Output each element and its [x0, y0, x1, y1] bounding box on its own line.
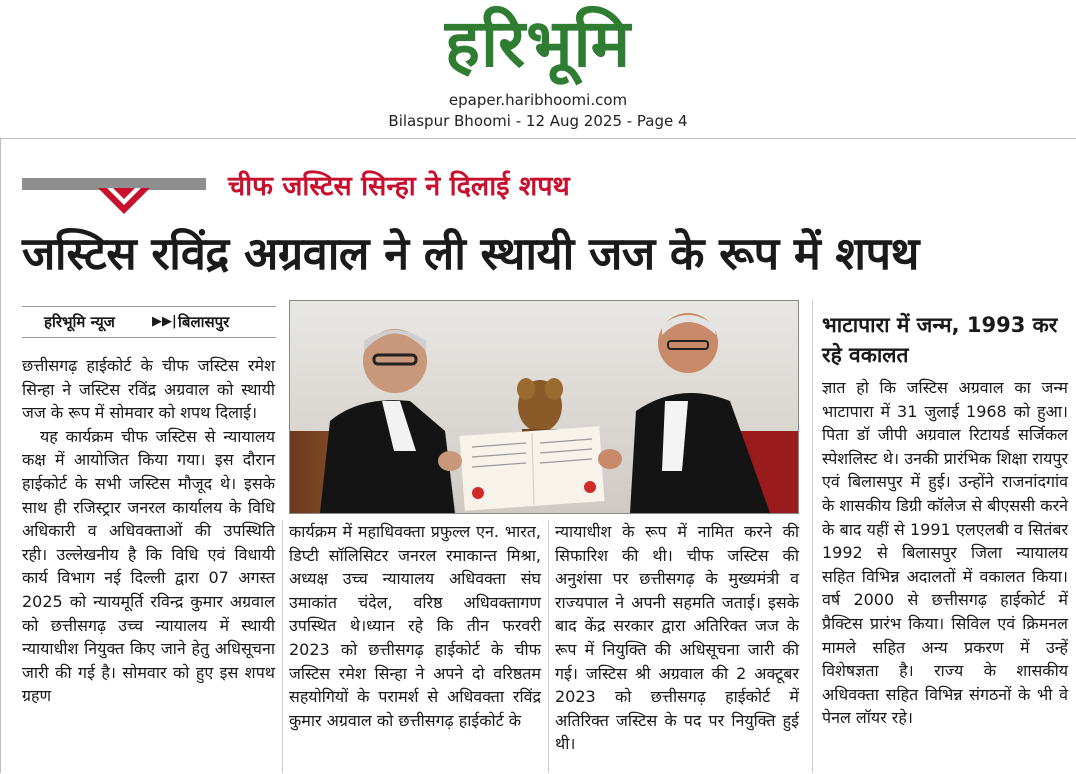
swearing-in-photo[interactable]: [289, 300, 799, 514]
chevron-down-icon: [98, 188, 150, 222]
masthead: [0, 0, 1076, 134]
byline-source: हरिभूमि न्यूज: [44, 313, 115, 331]
main-headline: जस्टिस रविंद्र अग्रवाल ने ली स्थायी जज के रूप में शपथ: [22, 227, 919, 280]
sidebar-heading: भाटापारा में जन्म, 1993 कर रहे वकालत: [822, 313, 1058, 367]
article-paragraph: न्यायाधीश के रूप में नामित करने की सिफारिश की थी। चीफ जस्टिस की अनुशंसा पर छत्तीसगढ़ के मुख्यमंत्री व राज्यपाल ने अपनी सहमति जताई। इसके बाद केंद्र सरकार द्वारा अतिरिक्त जज के रूप में नियुक्ति की अधिसूचना जारी की गई। जस्टिस श्री अग्रवाल की 2 अक्टूबर 2023 को छत्तीसगढ़ हाईकोर्ट में अतिरिक्त जस्टिस के पद पर नियुक्ति हुई थी।: [555, 522, 799, 754]
kicker-headline: चीफ जस्टिस सिन्हा ने दिलाई शपथ: [228, 171, 570, 202]
fast-forward-icon: ▶▶|: [152, 314, 177, 329]
byline: [22, 306, 276, 338]
column-divider: [282, 520, 283, 773]
newspaper-logo[interactable]: हरिभूमि: [444, 5, 632, 82]
article-paragraph: छत्तीसगढ़ हाईकोर्ट के चीफ जस्टिस रमेश सिन्हा ने जस्टिस रविंद्र अग्रवाल को स्थायी जज के रूप में सोमवार को शपथ दिलाई।: [22, 356, 275, 423]
page-left-rule: [0, 138, 1, 773]
article-column-4: [822, 376, 1068, 730]
article-column-1: [22, 354, 275, 708]
site-url[interactable]: epaper.haribhoomi.com: [448, 91, 628, 109]
edition-info: Bilaspur Bhoomi - 12 Aug 2025 - Page 4: [388, 112, 688, 130]
article-paragraph: यह कार्यक्रम चीफ जस्टिस से न्यायालय कक्ष में आयोजित किया गया। इस दौरान हाईकोर्ट के सभी जस्टिस मौजूद थे। इसके साथ ही रजिस्ट्रार जनरल कार्यालय के विधि अधिकारी व अधिवक्ताओं की उपस्थिति रही। उल्लेखनीय है कि विधि एवं विधायी कार्य विभाग नई दिल्ली द्वारा 07 अगस्त 2025 को न्यायमूर्ति रविन्द्र कुमार अग्रवाल को छत्तीसगढ़ उच्च न्यायालय में स्थायी न्यायाधीश नियुक्त किए जाने हेतु अधिसूचना जारी की गई है। सोमवार को हुए इस शपथ ग्रहण: [22, 426, 275, 706]
byline-place: बिलासपुर: [178, 313, 230, 331]
column-divider: [812, 300, 813, 773]
column-divider: [548, 520, 549, 773]
article-column-3: [555, 520, 799, 756]
article-column-2: [289, 520, 541, 732]
article-paragraph: ज्ञात हो कि जस्टिस अग्रवाल का जन्म भाटापारा में 31 जुलाई 1968 को हुआ। पिता डॉ जीपी अग्रवाल रिटायर्ड सर्जिकल स्पेशलिस्ट थे। उनकी प्रारंभिक शिक्षा रायपुर एवं बिलासपुर में हुई। उन्होंने राजनांदगांव के शासकीय डिग्री कॉलेज से बीएससी करने के बाद यहीं से 1991 एलएलबी व सितंबर 1992 से बिलासपुर जिला न्यायालय सहित विभिन्न अदालतों में वकालत किया। वर्ष 2000 से छत्तीसगढ़ हाईकोर्ट में प्रैक्टिस प्रारंभ किया। सिविल एवं क्रिमनल मामले सहित अन्य प्रकरण में उन्हें विशेषज्ञता है। राज्य के शासकीय अधिवक्ता सहित विभिन्न संगठनों के भी वे पेनल लॉयर रहे।: [822, 378, 1068, 728]
article-paragraph: कार्यक्रम में महाधिवक्ता प्रफुल्ल एन. भारत, डिप्टी सॉलिसिटर जनरल रमाकान्त मिश्रा, अध्यक्ष उच्च न्यायालय अधिवक्ता संघ उमाकांत चंदेल, वरिष्ठ अधिवक्तागण उपस्थित थे।ध्यान रहे कि तीन फरवरी 2023 को छत्तीसगढ़ हाईकोर्ट के चीफ जस्टिस रमेश सिन्हा ने अपने दो वरिष्ठतम सहयोगियों के परामर्श से अधिवक्ता रविंद्र कुमार अग्रवाल को छत्तीसगढ़ हाईकोर्ट के: [289, 522, 541, 730]
